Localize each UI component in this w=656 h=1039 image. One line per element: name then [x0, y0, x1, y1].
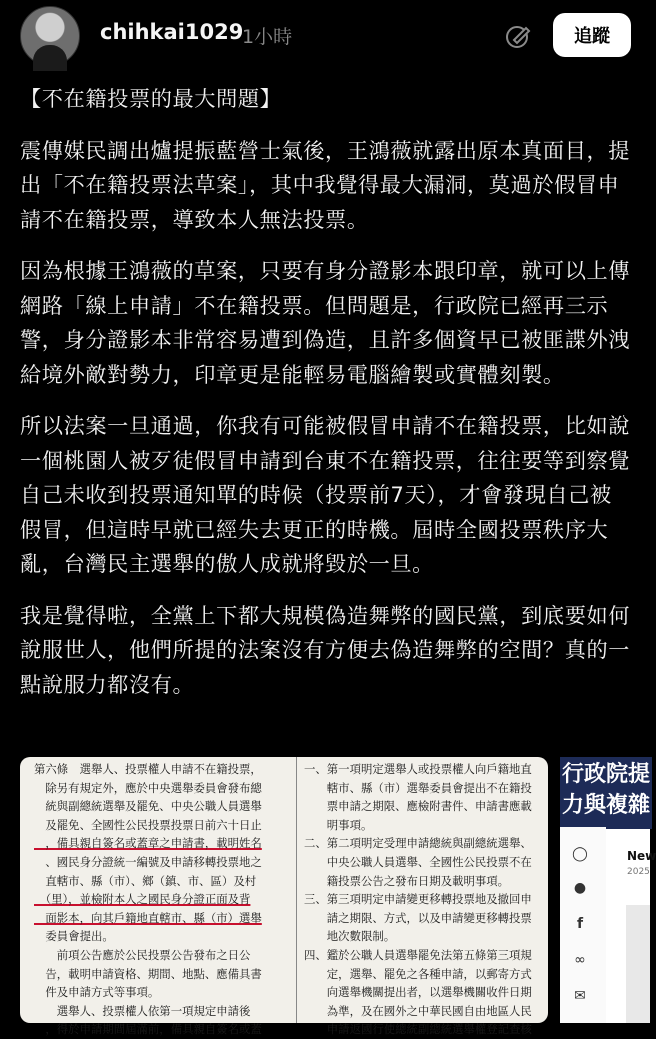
doc-line: 第六條 選舉人、投票權人申請不在籍投票，: [34, 762, 262, 776]
edit-icon[interactable]: [504, 22, 532, 50]
doc-line: 向選舉機關提出者，以選舉機關收件日期: [304, 985, 532, 1000]
doc-line-underlined: ，備具親自簽名或蓋章之申請書，載明姓名: [34, 836, 262, 851]
doc-line: 地次數限制。: [304, 929, 396, 944]
post-timestamp: 1小時: [242, 26, 293, 48]
doc-line-underlined: （里），並檢附本人之國民身分證正面及背: [34, 892, 251, 907]
doc-line: 二、第二項明定受理申請總統與副總統選舉、: [304, 836, 532, 851]
doc-line: 籍投票公告之發布日期及載明事項。: [304, 873, 510, 888]
comment-icon[interactable]: ◯: [572, 846, 588, 862]
doc-line: 為準，及在國外之中華民國自由地區人民: [304, 1003, 532, 1018]
doc-line: 票申請之期限、應檢附書件、申請書應載: [304, 799, 532, 814]
news-headline-line: 力與複雜: [562, 793, 651, 818]
post-title: 【不在籍投票的最大問題】: [20, 86, 282, 111]
username[interactable]: chihkai1029: [100, 20, 244, 44]
news-date: 2025: [627, 867, 650, 877]
line-icon[interactable]: ●: [573, 880, 587, 896]
news-screenshot-image[interactable]: [560, 757, 656, 1023]
doc-line: 申請返國行使總統副總統選舉權登記查核: [304, 1022, 532, 1037]
post-paragraph: 因為根據王鴻薇的草案，只要有身分證影本跟印章，就可以上傳網路「線上申請」不在籍投票。但問題是，行政院已經再三示警，身分證影本非常容易遭到偽造，且許多個資早已被匪諜外洩給境外敵對勢力，印章更是能輕易電腦繪製或實體刻製。: [20, 258, 631, 387]
doc-line-underlined: 面影本，向其戶籍地直轄市、縣（市）選舉: [34, 910, 262, 925]
doc-line: 一、第一項明定選舉人或投票權人向戶籍地直: [304, 762, 532, 776]
doc-line: 請之期限、方式，以及申請變更移轉投票: [304, 910, 532, 925]
doc-line: 定，選舉、罷免之各種申請，以郵寄方式: [304, 966, 532, 981]
facebook-icon[interactable]: f: [576, 916, 584, 932]
doc-line: 統與副總統選舉及罷免、中央公職人員選舉: [34, 799, 262, 814]
media-carousel[interactable]: [20, 757, 656, 1037]
document-left-column: [34, 760, 296, 1039]
doc-line: 三、第三項明定申請變更移轉投票地及撤回申: [304, 892, 532, 907]
document-right-column: [304, 760, 540, 1039]
doc-line: 除另有規定外，應於中央選舉委員會發布總: [34, 780, 262, 795]
news-headline: [560, 757, 652, 829]
link-icon[interactable]: ∞: [574, 952, 586, 968]
avatar[interactable]: [20, 6, 80, 66]
doc-line: 中央公職人員選舉、全國性公民投票不在: [304, 854, 532, 869]
doc-line: 告，載明申請資格、期間、地點、應備具書: [34, 966, 262, 981]
post-body: [20, 82, 632, 719]
post-paragraph: 我是覺得啦，全黨上下都大規模偽造舞弊的國民黨，到底要如何說服世人，他們所提的法案沒有方便去偽造舞弊的空間？真的一點說服力都沒有。: [20, 602, 631, 697]
post-paragraph: 震傳媒民調出爐提振藍營士氣後，王鴻薇就露出原本真面目，提出「不在籍投票法草案」，其中我覺得最大漏洞，莫過於假冒申請不在籍投票，導致本人無法投票。: [20, 137, 631, 232]
doc-line: 件及申請方式等事項。: [34, 985, 160, 1000]
document-image[interactable]: [20, 757, 548, 1037]
column-divider: [296, 757, 297, 1023]
doc-line: 、國民身分證統一編號及申請移轉投票地之: [34, 854, 262, 869]
news-source-label: New: [627, 849, 656, 863]
share-rail: [560, 827, 606, 1023]
doc-line: ，得於申請期間屆滿前，備具親自簽名或蓋: [34, 1022, 262, 1037]
doc-line: 明事項。: [304, 817, 373, 832]
doc-line: 前項公告應於公民投票公告發布之日公: [34, 947, 251, 962]
mail-icon[interactable]: ✉: [574, 988, 586, 1004]
news-photo-placeholder: [626, 905, 650, 1023]
follow-button[interactable]: 追蹤: [553, 13, 631, 57]
doc-line: 轄市、縣（市）選舉委員會提出不在籍投: [304, 780, 532, 795]
doc-line: 選舉人、投票權人依第一項規定申請後: [34, 1003, 251, 1018]
doc-line: 及罷免、全國性公民投票投票日前六十日止: [34, 817, 262, 832]
news-headline-line: 行政院提: [562, 762, 651, 787]
post-header: [0, 0, 650, 70]
doc-line: 委員會提出。: [34, 929, 114, 944]
post-paragraph: 所以法案一旦通過，你我有可能被假冒申請不在籍投票，比如說一個桃園人被歹徒假冒申請到台東不在籍投票，往往要等到察覺自己未收到投票通知單的時候（投票前7天），才會發現自己被假冒，但這時早就已經失去更正的時機。屆時全國投票秩序大亂，台灣民主選舉的傲人成就將毀於一旦。: [20, 413, 631, 576]
doc-line: 直轄市、縣（市）、鄉（鎮、市、區）及村: [34, 873, 257, 888]
doc-line: 四、鑑於公職人員選舉罷免法第五條第三項規: [304, 947, 532, 962]
